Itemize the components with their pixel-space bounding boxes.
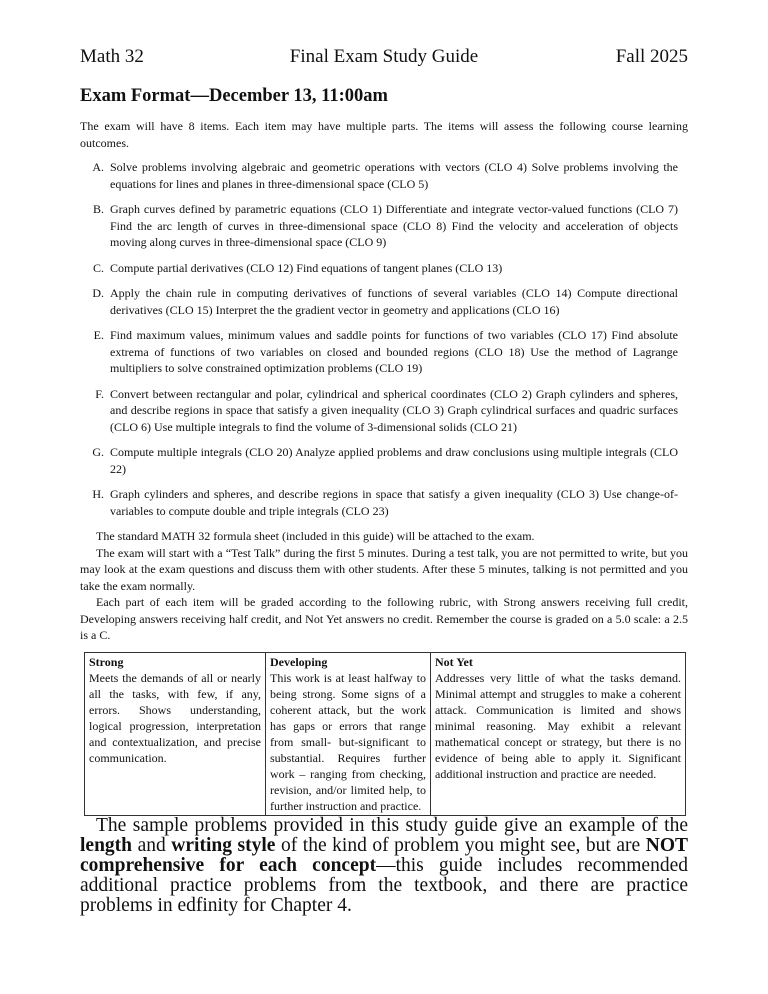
document-title: Final Exam Study Guide <box>289 46 479 67</box>
item-label: E. <box>93 328 104 342</box>
item-label: D. <box>92 286 104 300</box>
list-item <box>80 327 688 377</box>
emphasis-writing-style: writing style <box>171 834 276 856</box>
item-text: Compute multiple integrals (CLO 20) Analyze applied problems and draw conclusions using multiple integrals (CLO 22) <box>110 445 678 476</box>
item-text: Apply the chain rule in computing derivatives of functions of several variables (CLO 14) Compute directional derivatives (CLO 15) Interpret the the gradient vector in geometry and applications (CLO 16) <box>110 286 678 317</box>
rubric-table <box>84 652 686 816</box>
section-title: Exam Format—December 13, 11:00am <box>80 86 388 106</box>
item-label: F. <box>95 386 104 401</box>
list-item <box>80 285 688 318</box>
list-item <box>80 260 688 277</box>
item-text: Solve problems involving algebraic and geometric operations with vectors (CLO 4) Solve problems involving the equations for lines and planes in three-dimensional space (CLO 5) <box>110 160 678 191</box>
item-label: A. <box>92 160 104 174</box>
list-item <box>80 159 688 192</box>
item-text: Convert between rectangular and polar, cylindrical and spherical coordinates (CLO 2) Graph cylinders and spheres, and describe regions in space that satisfy a given inequality (CLO 3) Graph cylindrical surfaces and quadric surfaces (CLO 6) Use multiple integrals to find the volume of 3-dimensional solids (CLO 21) <box>110 386 678 434</box>
document-body <box>80 118 688 916</box>
emphasis-length: length <box>80 834 133 856</box>
item-label: C. <box>92 260 104 275</box>
list-item <box>80 444 688 477</box>
closing-text: —this guide includes recommended additional practice problems from the textbook, and there are practice problems in edfinity for Chapter 4. <box>80 854 688 916</box>
closing-text: of the kind of problem you might see, but are <box>280 834 641 856</box>
item-label: B. <box>92 202 104 216</box>
item-text: Compute partial derivatives (CLO 12) Find equations of tangent planes (CLO 13) <box>110 260 503 275</box>
closing-paragraph <box>80 816 688 916</box>
rubric-not-yet <box>431 652 686 815</box>
rubric-developing <box>266 652 431 815</box>
course-name: Math 32 <box>80 46 144 67</box>
emphasis-not-comprehensive: NOT comprehensive for each concept <box>80 834 689 876</box>
item-label: G. <box>92 445 104 459</box>
list-item <box>80 201 688 251</box>
learning-outcomes-list <box>80 159 688 519</box>
term: Fall 2025 <box>615 46 689 67</box>
closing-text: and <box>137 834 166 856</box>
rubric-title: Strong <box>89 654 124 669</box>
item-text: Graph cylinders and spheres, and describe regions in space that satisfy a given inequality (CLO 3) Use change-of-variables to compute double and triple integrals (CLO 23) <box>110 487 678 518</box>
closing-text: The sample problems provided in this study guide give an example of the <box>96 814 688 836</box>
formula-sheet-paragraph: The standard MATH 32 formula sheet (included in this guide) will be attached to the exam. <box>96 529 535 543</box>
page-header <box>80 46 688 68</box>
intro-paragraph: The exam will have 8 items. Each item may have multiple parts. The items will assess the following course learning outcomes. <box>80 119 688 150</box>
rubric-strong <box>85 652 266 815</box>
rubric-text: Meets the demands of all or nearly all the tasks, with few, if any, errors. Shows understanding, logical progression, interpretation and contextualization, and precise communication. <box>89 670 261 765</box>
rubric-title: Not Yet <box>435 654 473 669</box>
rubric-title: Developing <box>270 654 328 669</box>
list-item <box>80 386 688 436</box>
item-label: H. <box>92 487 104 501</box>
test-talk-paragraph: The exam will start with a “Test Talk” during the first 5 minutes. During a test talk, you are not permitted to write, but you may look at the exam questions and discuss them with other students. After these 5 minutes, talking is not permitted and you take the exam normally. <box>80 545 688 593</box>
rubric-text: Addresses very little of what the tasks demand. Minimal attempt and struggles to make a coherent attack. Communication is limited and shows minimal reasoning. May exhibit a relevant mathematical concept or strategy, but there is no evidence of being able to apply it. Significant additional instruction and practice are needed. <box>435 670 681 781</box>
rubric-text: This work is at least halfway to being strong. Some signs of a coherent attack, but the work has gaps or errors that range from small- but-significant to substantial. Requires further work – ranging from checking, revision, and/or limited help, to further instruction and practice. <box>270 670 426 813</box>
list-item <box>80 486 688 519</box>
rubric-paragraph: Each part of each item will be graded according to the following rubric, with Strong answers receiving full credit, Developing answers receiving half credit, and Not Yet answers no credit. Remember the course is graded on a 5.0 scale: a 2.5 is a C. <box>80 595 688 642</box>
item-text: Graph curves defined by parametric equations (CLO 1) Differentiate and integrate vector-valued functions (CLO 7) Find the arc length of curves in three-dimensional space (CLO 8) Find the velocity and acceleration of objects moving along curves in three-dimensional space (CLO 9) <box>110 202 678 249</box>
item-text: Find maximum values, minimum values and saddle points for functions of two variables (CLO 17) Find absolute extrema of functions of two variables on closed and bounded regions (CLO 18) Use the method of Lagrange multipliers to solve constrained optimization problems (CLO 19) <box>110 328 678 375</box>
